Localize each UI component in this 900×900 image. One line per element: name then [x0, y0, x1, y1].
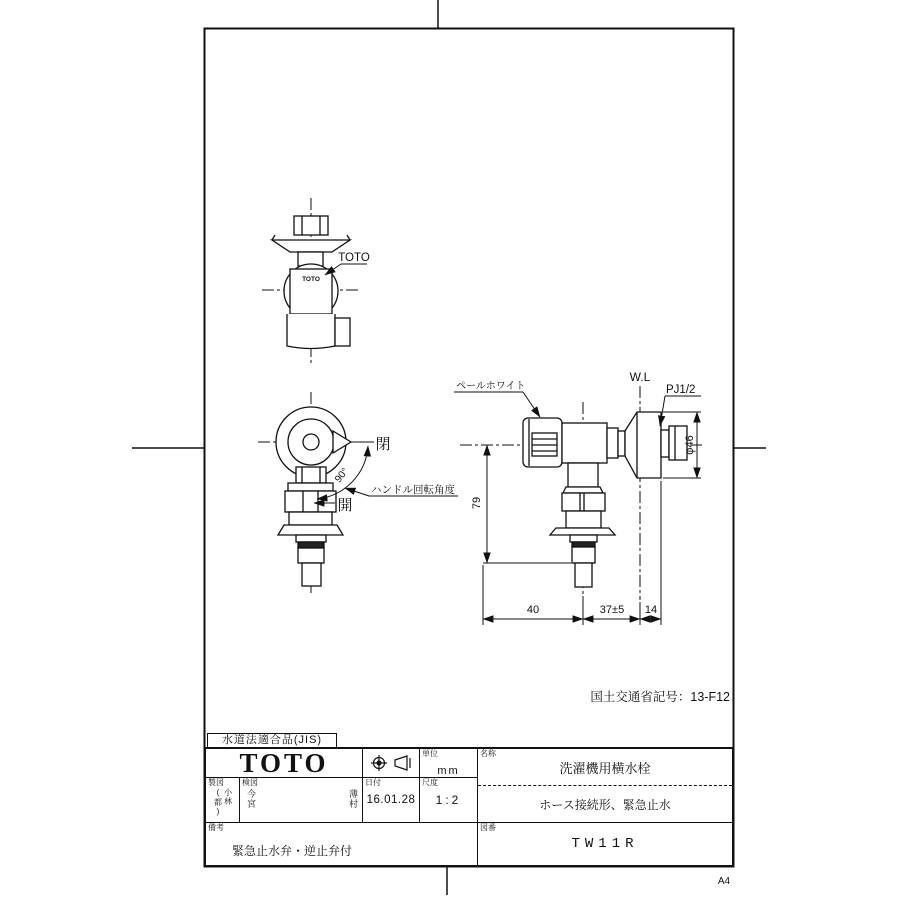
checker-label: 検図 [242, 778, 258, 787]
thread-ring [661, 430, 669, 457]
angle-value: 90° [333, 466, 352, 485]
body-neck [618, 431, 625, 456]
view-handle [258, 392, 458, 596]
projection-cell [363, 749, 420, 778]
checker-name-1: 今宮 [246, 789, 256, 809]
gasket-ring-side [572, 542, 595, 547]
certification-label: 水道法適合品(JIS) [221, 734, 323, 746]
nipple-top [296, 535, 326, 542]
unit-cell [420, 749, 478, 778]
wall-escutcheon [625, 412, 661, 478]
remarks-label: 備考 [208, 823, 224, 832]
hose-nut [285, 491, 336, 512]
brand-logo: TOTO [239, 749, 329, 778]
nipple-top-side [570, 535, 597, 542]
title-block [204, 747, 734, 867]
checker-name-2: 薄村 [348, 789, 358, 809]
number-cell [478, 823, 732, 865]
date-label: 日付 [365, 778, 381, 787]
spout-collar [563, 487, 603, 493]
drafter-label: 製図 [208, 778, 224, 787]
certification-tab [207, 733, 337, 748]
dim-b-value: 37±5 [599, 604, 625, 616]
nipple-cylinder-side [572, 547, 595, 563]
open-label: 開 [337, 497, 353, 514]
unit-label: 単位 [422, 749, 438, 758]
thread-label: PJ1/2 [666, 384, 696, 396]
third-angle-projection-icon [369, 753, 413, 773]
subtitle-text: ホース接続形、緊急止水 [539, 797, 671, 812]
date-value: 16.01.28 [366, 794, 416, 806]
scale-value: 1:2 [435, 793, 462, 807]
escutcheon-flange [272, 240, 350, 252]
lower-cylinder [287, 314, 335, 349]
body-logo-emboss: TOTO [302, 276, 320, 283]
name-cell [478, 749, 732, 786]
logo-callout-label: TOTO [338, 252, 370, 264]
valve-body-side [562, 423, 607, 463]
sheet-size-label: A4 [717, 876, 731, 887]
wall-line-label: W.L [629, 370, 651, 384]
hose-stub-side [575, 563, 592, 587]
angle-note-leader [345, 488, 369, 496]
number-label: 図番 [480, 823, 496, 832]
hose-stub [302, 563, 321, 586]
remarks-text: 緊急止水弁・逆止弁付 [232, 843, 353, 858]
spout-flange-side [550, 528, 615, 535]
drafter-cell [206, 778, 240, 823]
angle-note-label: ハンドル回転角度 [371, 484, 455, 496]
collar [288, 483, 333, 491]
color-note-leader [523, 392, 540, 417]
dim-c-value: 14 [644, 604, 658, 616]
unit-value: mm [437, 765, 460, 777]
spout-neck [568, 463, 598, 487]
remarks-cell [206, 823, 478, 865]
dim-height-value: 79 [471, 496, 483, 510]
subtitle-cell [478, 786, 732, 823]
side-outlet [335, 318, 350, 346]
brand-cell [206, 749, 363, 778]
thread-note-leader [660, 396, 665, 426]
view-top [262, 198, 370, 366]
view-side [454, 370, 702, 625]
bonnet [296, 467, 326, 483]
scale-cell [420, 778, 478, 823]
color-note-label: ペールホワイト [456, 381, 526, 392]
checker-cell [240, 778, 363, 823]
gasket-ring [298, 542, 324, 548]
dim-dia-value: φ46 [684, 435, 696, 455]
close-label: 閉 [375, 436, 391, 453]
scale-label: 尺度 [422, 778, 438, 787]
ministry-code-note: 国土交通省記号：13-F12 [590, 690, 730, 704]
nipple-cylinder [298, 548, 324, 563]
drawing-number: TW11R [571, 836, 639, 852]
dim-a-value: 40 [526, 604, 540, 616]
product-name: 洗濯機用横水栓 [559, 760, 651, 776]
spout-body-side [566, 511, 601, 528]
spout-body [289, 512, 332, 525]
body-step [607, 428, 618, 458]
date-cell [363, 778, 420, 823]
drafter-name: 小林(都) [213, 788, 233, 817]
name-label: 名称 [480, 749, 496, 758]
spout-flange [278, 525, 343, 535]
handle-hub [303, 434, 319, 450]
cap-hex [294, 216, 328, 235]
